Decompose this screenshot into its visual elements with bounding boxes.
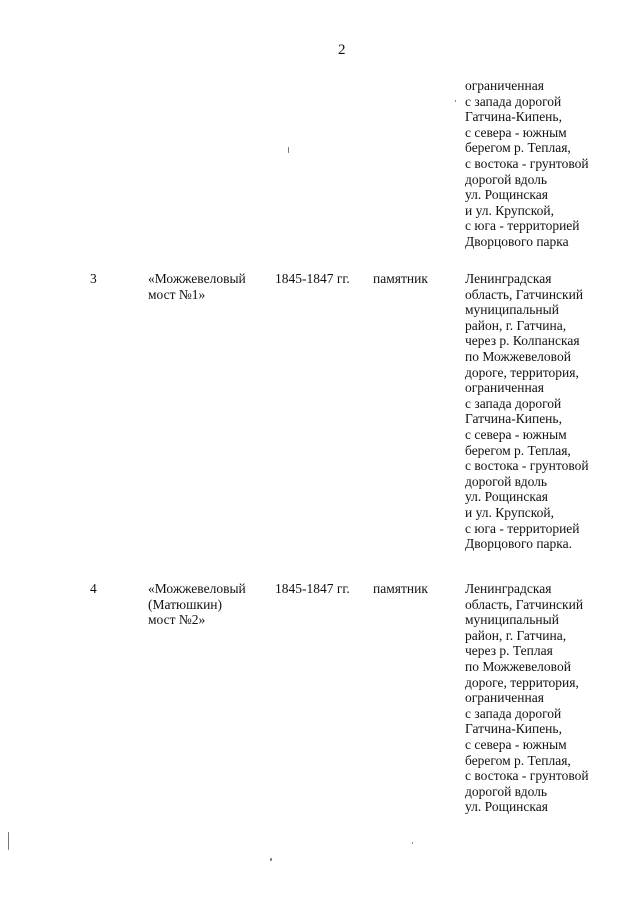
scan-speck [412,842,413,844]
name-line: «Можжевеловый [148,271,246,286]
address-line: с запада дорогой [465,93,562,109]
address-line: район, г. Гатчина, [465,317,567,333]
address-line: и ул. Крупской, [465,504,555,520]
address-line: с севера - южным [465,426,567,442]
address-line: ограниченная [465,78,544,93]
address-line: с юга - территорией [465,218,580,234]
address-line: Ленинградская [465,581,552,596]
address-line: с востока - грунтовой [465,155,589,171]
address-line: с запада дорогой [465,395,562,411]
address-line: Гатчина-Кипень, [465,411,562,427]
address-line: Гатчина-Кипень, [465,109,562,125]
scan-speck [288,147,289,153]
address-line: по Можжевеловой [465,658,571,674]
address-line: ул. Рощинская [465,187,548,203]
address-line: ул. Рощинская [465,489,548,505]
address-line: берегом р. Теплая, [465,140,571,156]
name-line: мост №1» [148,286,206,302]
monument-type: памятник [373,271,428,286]
address-line: ограниченная [465,380,544,396]
address-line: с севера - южным [465,124,567,140]
address-line: муниципальный [465,302,559,318]
row-number: 3 [90,271,97,286]
address-line: с востока - грунтовой [465,768,589,784]
address-line: с запада дорогой [465,705,562,721]
address-line: Гатчина-Кипень, [465,721,562,737]
page-number: 2 [338,42,346,58]
address-line: дороге, территория, [465,364,579,380]
address-line: муниципальный [465,612,559,628]
address-line: Дворцового парка. [465,536,573,552]
name-line: мост №2» [148,612,206,628]
continuation-address-cell [465,78,589,250]
address-line: дороге, территория, [465,674,579,690]
address-line: и ул. Крупской, [465,202,555,218]
address-line: с севера - южным [465,736,567,752]
scan-speck [455,100,456,102]
address-line: район, г. Гатчина, [465,627,567,643]
address-line: берегом р. Теплая, [465,752,571,768]
address-line: через р. Теплая [465,643,553,659]
monument-name [148,581,246,628]
address-line: через р. Колпанская [465,333,580,349]
address-line: область, Гатчинский [465,596,584,612]
monument-address [465,271,589,552]
address-line: область, Гатчинский [465,286,584,302]
address-line: с юга - территорией [465,520,580,536]
row-number: 4 [90,581,97,596]
address-line: по Можжевеловой [465,348,571,364]
address-line: ул. Рощинская [465,799,548,815]
address-line: Дворцового парка [465,233,569,249]
name-line: (Матюшкин) [148,596,223,612]
monument-name [148,271,246,302]
address-line: дорогой вдоль [465,783,548,799]
address-line: дорогой вдоль [465,473,548,489]
monument-date: 1845-1847 гг. [275,581,350,596]
address-line: дорогой вдоль [465,171,548,187]
address-line: ограниченная [465,690,544,706]
monument-address [465,581,589,815]
scan-speck [8,832,9,850]
monument-date: 1845-1847 гг. [275,271,350,286]
address-line: берегом р. Теплая, [465,442,571,458]
scan-speck [270,858,272,861]
address-line: с востока - грунтовой [465,458,589,474]
name-line: «Можжевеловый [148,581,246,596]
address-line: Ленинградская [465,271,552,286]
monument-type: памятник [373,581,428,596]
